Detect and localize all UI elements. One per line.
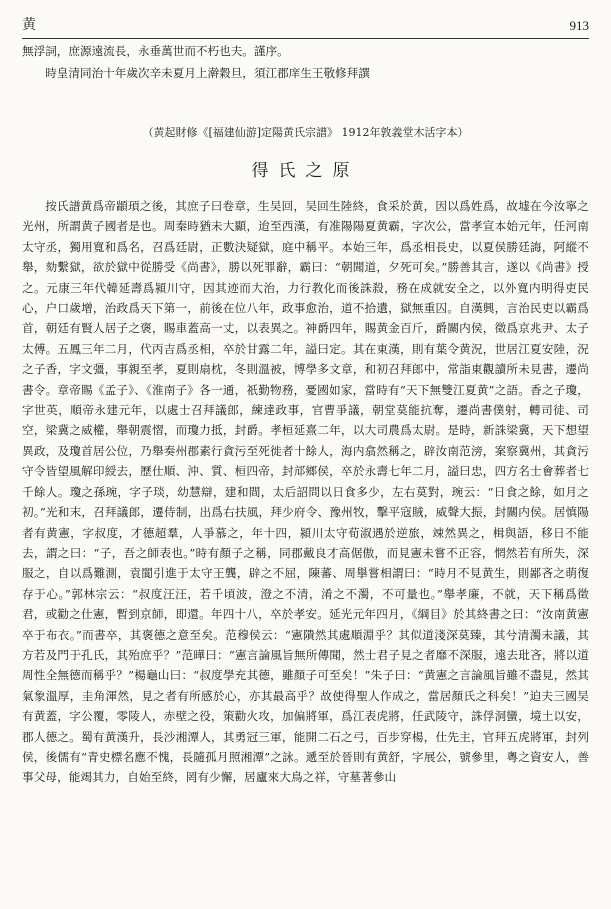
page-number: 913 — [569, 18, 589, 33]
preface-closing-line: 無浮詞，庶源遠流長，永垂萬世而不朽也夫。謹序。 — [22, 44, 289, 58]
header-title: 黄 — [22, 17, 36, 33]
preface-ending — [22, 40, 589, 84]
body-paragraph: 按氏譜黄爲帝顓頊之後，其庶子曰卷章，生吴回，吴回生陸終，食采於黄，因以爲姓爲，故墟在今汝寧之光州，所謂黄子國者是也。周秦時猶未大顯，迨至西漢，有准陽陽夏黄霸，字次公，當孝宣本始元年，任河南太守丞，獨用寬和爲名，召爲廷尉，正數決疑獄，庭中稱平。本始三年，爲丞相長史，以夏侯勝廷誨，阿縱不舉，劾繫獄，欲於獄中從勝受《尚書》，勝以死罪辭，霸曰：“朝聞道，夕死可矣。”勝善其言，遂以《尚書》授之。元康三年代韓延壽爲潁川守，因其迹而大治，力行教化而後誅殺，務在成就安全之，以外寬内明得吏民心，户口歲增，治政爲天下第一，前後在位八年，政事愈治，道不拾遺，獄無重囚。自漢興，言治民吏以霸爲首，朝廷有賢人居子之褒，賜車蓋高一丈，以表異之。神爵四年，賜黄金百斤，爵關内侯，徵爲京兆尹、太子太傅。五鳳三年二月，代丙吉爲丞相，卒於甘露二年，謚曰定。其在東漢，則有葉令黄況，世居江夏安陸，況之子香，字文彊，事親至孝，夏則扇枕，冬則溫被，博學多文章，和初召拜郎中，常詣東觀讀所未見書，遷尚書令。章帝賜《孟子》、《淮南子》各一通，祇勤物務，憂國如家，當時有“天下無雙江夏黄”之語。香之子瓊，字世英，順帝永建元年，以處士召拜議郎，練達政事，官曹爭議，朝堂莫能抗奪，遷尚書僕射，轉司徒、司空，梁冀之威權，舉朝震慴，而瓊力抵，封爵。孝桓延熹二年，以大司農爲太尉。是時，新誅梁冀，天下想望異政，及瓊首居公位，乃舉奏州郡素行貪污至死徙者十餘人，海内翕然稱之，辟汝南范滂，案察冀州，其貪污守令皆望風解印綬去，歷仕順、沖、質、桓四帝，封邟鄉侯，卒於永壽七年二月，謚曰忠，四方名士會葬者七千餘人。瓊之孫琬，字子琰，幼慧辯，建和間，太后詔問以日食多少，左右莫對，琬云：“日食之餘，如月之初。”光和末，召拜議郎，遷侍制，出爲右扶風，拜少府令、豫州牧，擊平寇賊，威聲大振，封關内侯。居慎陽者有黄憲，字叔度，才德超羣，人爭慕之，年十四，潁川太守荀淑遇於逆旅，竦然異之，楫與語，移日不能去，謂之曰：“子，吾之師表也。”時有顏子之稱，同郡戴良才高倨傲，而見憲未嘗不正容，惘然若有所失，深服之，自以爲難測，袁閬引進于太守王龔，辟之不屈，陳蕃、周擧嘗相謂曰：“時月不見黄生，則鄙吝之萌復存于心。”郭林宗云：“叔度汪汪，若千頃波，澄之不清，淆之不濁，不可量也。”舉孝廉，不就，天下稱爲徵君，或勸之仕憲，暫到京師，即還。年四十八，卒於孝安。延光元年四月，《綱目》於其終書之曰：“汝南黄憲卒于布衣。”而書卒，其褒德之意至矣。范穆侯云：“憲隤然其處順淵乎？其似道淺深莫臻，其兮清濁未議，其方若及門于孔氏，其殆庶乎？”范曄曰：“憲言論風旨無所傳聞，然士君子見之者靡不深服，遠去玭吝，將以道周性全無德而稱乎？”楊龜山曰：“叔度學充其德，雖顏子可至矣！”朱子曰：“黄憲之言論風旨雖不盡見，然其氣象溫厚，圭角渾然，見之者有所感於心，亦其最高乎？故使得聖人作成之，當居顏氏之科矣！”迫夫三國吴有黄蓋，字公覆，零陵人，赤壁之役，策勸火攻，加偏將軍，爲江表虎將，任武陵守，誅俘洞蠻，境土以安，郡人德之。蜀有黄漢升，長沙湘潭人，其勇冠三軍，能開二石之弓，百步穿楊，仕先主，官拜五虎將軍，封列侯，後儒有“青史標名應不愧，長隨孤月照湘潭”之詠。遞至於晉則有黄舒，字展公，號參里，粵之資安人，善事父母，能竭其力，自始至終，罔有少懈，居廬來大鳥之祥，守墓著參山 — [22, 199, 589, 785]
running-header — [22, 12, 589, 39]
preface-signature-line: 時皇清同治十年歲次辛未夏月上澣穀旦，須江郡庠生王敬修拜譔 — [45, 66, 370, 80]
source-citation: （黄起財修《[福建仙游]定陽黄氏宗譜》 1912年敦義堂木活字本） — [142, 126, 469, 139]
section-title: 得氏之原 — [251, 161, 360, 181]
